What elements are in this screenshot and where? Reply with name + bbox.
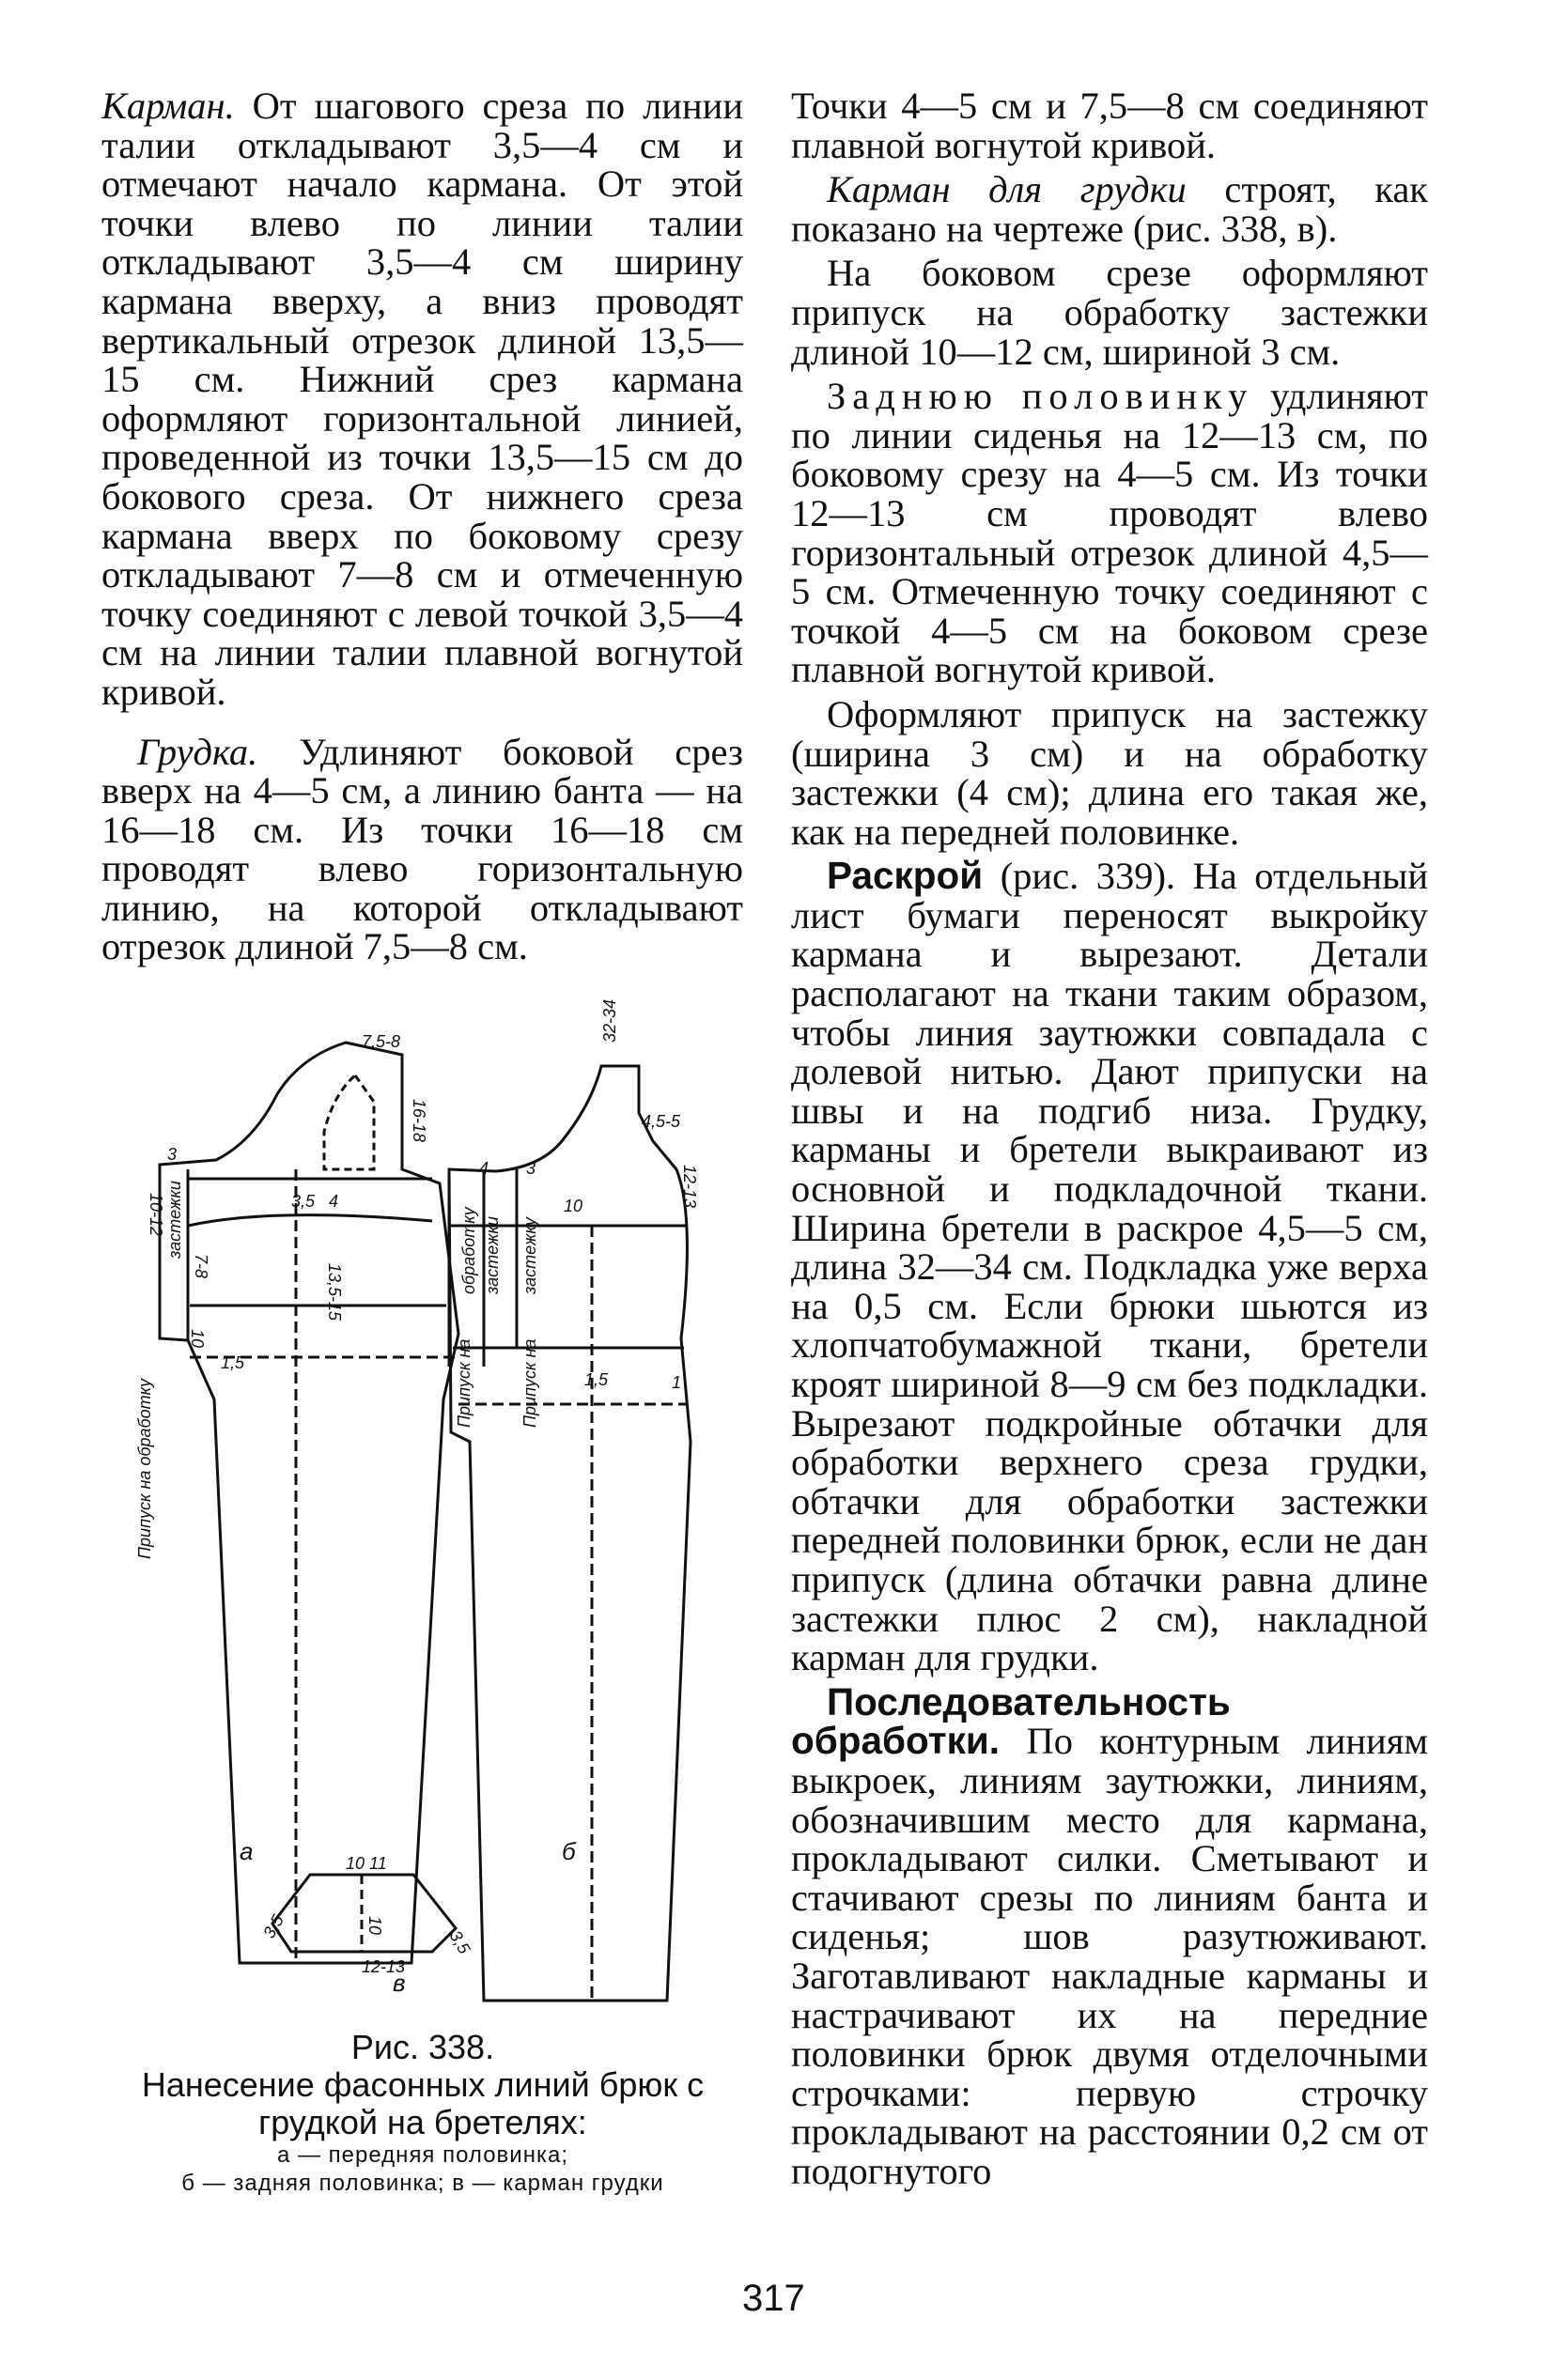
paragraph-pocket [101,86,743,712]
text-bib: Удлиняют боковой срез вверх на 4—5 см, а линию банта — на 16—18 см. Из точки 16—18 см проводят влево горизонтальную линию, на которой откладывают отрезок длиной 7,5—8 см. [101,730,743,968]
pattern-drawing [94,998,752,1997]
paragraph-back-half [791,377,1428,689]
page-number: 317 [742,2278,805,2319]
paragraph-bib-pocket [791,170,1428,248]
label-letter-v: в [393,1969,406,1997]
paragraph-sequence [791,1679,1428,2192]
front-half-outline [160,1043,458,1963]
label-b-4: 4 [479,1159,489,1178]
label-b-prip2: Припуск на [520,1338,539,1428]
paragraph-allowance: Оформляют припуск на застежку (ширина 3 см) и на обработку застежки (4 см); длина его такая же, как на передней половинке. [791,692,1428,853]
label-v-1011: 10 11 [346,1854,387,1873]
bib-pocket-outline [272,1875,456,1952]
label-b-obr: обработку [459,1207,478,1294]
label-v-1213: 12-13 [362,1957,406,1976]
caption-sub-2: б — задняя половинка; в — карман грудки [181,2171,664,2196]
label-b-zast: застежки [483,1216,502,1294]
label-a-35: 3,5 [291,1192,316,1211]
label-b-prip1: Припуск на [455,1338,474,1428]
label-a-4: 4 [329,1192,339,1211]
front-seat [188,1215,432,1226]
label-b-15: 1,5 [584,1370,609,1389]
front-pocket [324,1075,374,1169]
label-v-35a: 3,5 [259,1911,287,1941]
right-column [791,86,1428,2190]
figure-338 [94,998,752,1997]
label-a-3: 3 [167,1145,178,1164]
caption-title: Рис. 338. [350,2028,495,2066]
label-a-side: 16-18 [410,1099,428,1143]
caption-sub-1: а — передняя половинка; [276,2142,568,2168]
label-letter-b: б [562,1837,576,1865]
heading-pocket: Карман. [101,85,235,127]
caption-sub [94,2141,752,2198]
text-pocket: От шагового среза по линии талии откладывают 3,5—4 см и отмечают начало кармана. От этой точки влево по линии талии откладывают 3,5—4 см ширину кармана вверху, а вниз проводят вертикальный отрезок длиной 13,5—15 см. Нижний срез кармана оформляют горизонтальной линией, проведенной из точки 13,5—15 см до бокового среза. От нижнего среза кармана вверх по боковому срезу откладывают 7—8 см и отмеченную точку соединяют с левой точкой 3,5—4 см на линии талии плавной вогнутой кривой. [101,85,743,713]
label-b-1213: 12-13 [680,1165,699,1209]
heading-bib-pocket: Карман для грудки [827,168,1187,211]
label-b-3234: 32-34 [600,998,619,1043]
label-a-zast: застежки [165,1181,184,1259]
paragraph-side-cut: На боковом срезе оформляют припуск на обработку застежки длиной 10—12 см, шириной 3 см. [791,252,1428,373]
figure-caption [94,2029,752,2198]
paragraph-bib [101,730,743,968]
label-a-1012: 10-12 [147,1193,165,1237]
label-b-10: 10 [564,1197,583,1215]
label-a-prip: Припуск на обработку [135,1378,154,1559]
label-a-15: 1,5 [221,1353,245,1372]
heading-bib: Грудка. [137,730,258,773]
label-a-top: 7,5-8 [362,1032,401,1051]
heading-back-half: Заднюю половинку [827,375,1254,418]
label-letter-a: а [240,1837,254,1865]
label-v-10: 10 [365,1916,384,1936]
label-b-3: 3 [526,1159,536,1178]
text-cutting: (рис. 339). На отдельный лист бумаги переносят выкройку кармана и вырезают. Детали располагают на ткани таким образом, чтобы линия заутюжки совпадала с долевой нитью. Дают припуски на швы и на подгиб низа. Грудку, карманы и бретели выкраивают из основной и подкладочной ткани. Ширина бретели в раскрое 4,5—5 см, длина 32—34 см. Подкладка уже верха на 0,5 см. Если брюки шьются из хлопчатобумажной ткани, бретели кроят шириной 8—9 см без подкладки. Вырезают подкройные обтачки для обработки верхнего среза грудки, обтачки для обработки застежки передней половинки брюк, если не дан припуск (длина обтачки равна длине застежки плюс 2 см), накладной карман для грудки. [791,855,1428,1679]
heading-cutting: Раскрой [827,854,984,898]
label-a-1315: 13,5-15 [325,1263,344,1321]
label-a-10: 10 [188,1329,207,1349]
paragraph-points: Точки 4—5 см и 7,5—8 см соединяют плавной вогнутой кривой. [791,85,1428,166]
label-a-78: 7-8 [192,1254,210,1279]
text-bib-pocket: строят, как показано на чертеже (рис. 338, в). [791,168,1428,250]
label-b-zast2: застежку [520,1217,539,1294]
label-b-455: 4,5-5 [642,1112,681,1131]
text-sequence: По контурным линиям выкроек, линиям заутюжки, линиям, обозначившим место для кармана, прокладывают силки. Сметывают и стачивают срезы по линиям банта и сиденья; шов разутюживают. Заготавливают накладные карманы и настрачивают их на передние половинки брюк двумя отделочными строчками: первую строчку прокладывают на расстоянии 0,2 см от подогнутого [791,1720,1428,2192]
heading-sequence: Последовательность обработки. [791,1679,1231,1763]
label-v-35b: 3,5 [445,1927,474,1957]
caption-main: Нанесение фасонных линий брюк с грудкой на бретелях: [141,2065,705,2141]
text-back-half: удлиняют по линии сиденья на 12—13 см, по боковому срезу на 4—5 см. Из точки 12—13 см проводят влево горизонтальный отрезок длиной 4,5—5 см. Отмеченную точку соединяют с точкой 4—5 см на боковом срезе плавной вогнутой кривой. [791,375,1428,691]
paragraph-cutting [791,854,1428,1679]
left-column [101,86,743,966]
label-b-1: 1 [672,1373,682,1392]
